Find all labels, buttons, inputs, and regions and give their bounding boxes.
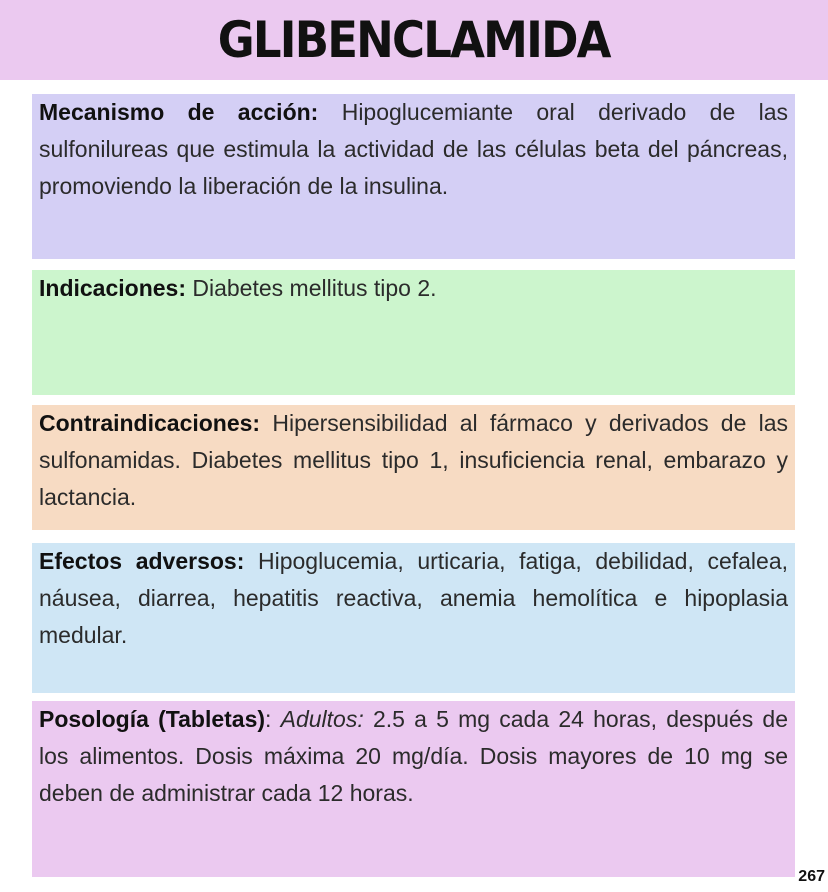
section-posologia-text: 2.5 a 5 mg cada 24 horas, después de los alimentos. Dosis máxima 20 mg/día. Dosis mayores de 10 mg se deben de administrar cada 12 horas. [39,706,788,806]
section-contraindicaciones-text: Hipersensibilidad al fármaco y derivados de las sulfonamidas. Diabetes mellitus tipo 1, insuficiencia renal, embarazo y lactancia. [39,410,789,510]
section-posologia-colon: : [265,706,272,732]
section-efectos-label: Efectos adversos: [39,548,245,574]
title-bar [0,0,828,80]
section-indicaciones-paragraph [39,270,788,307]
section-indicaciones-label: Indicaciones: [39,275,186,301]
page-number: 267 [798,868,825,885]
section-posologia-italic: Adultos: [280,706,364,732]
section-posologia-paragraph [39,701,788,812]
section-mecanismo-paragraph [39,94,788,205]
section-contraindicaciones-label: Contraindicaciones: [39,410,261,436]
section-indicaciones-text: Diabetes mellitus tipo 2. [192,275,437,301]
section-contraindicaciones-paragraph [39,405,788,516]
section-indicaciones [32,270,795,395]
section-mecanismo-text: Hipoglucemiante oral derivado de las sulfonilureas que estimula la actividad de las células beta del páncreas, promoviendo la liberación de la insulina. [39,99,788,199]
section-efectos-paragraph [39,543,788,654]
section-efectos-adversos [32,543,795,693]
section-posologia [32,701,795,877]
section-mecanismo [32,94,795,259]
section-contraindicaciones [32,405,795,530]
page-title: GLIBENCLAMIDA [218,11,610,69]
section-posologia-label: Posología (Tabletas) [39,706,266,732]
section-mecanismo-label: Mecanismo de acción: [39,99,319,125]
section-efectos-text: Hipoglucemia, urticaria, fatiga, debilidad, cefalea, náusea, diarrea, hepatitis reactiva, anemia hemolítica e hipoplasia medular. [39,548,789,648]
